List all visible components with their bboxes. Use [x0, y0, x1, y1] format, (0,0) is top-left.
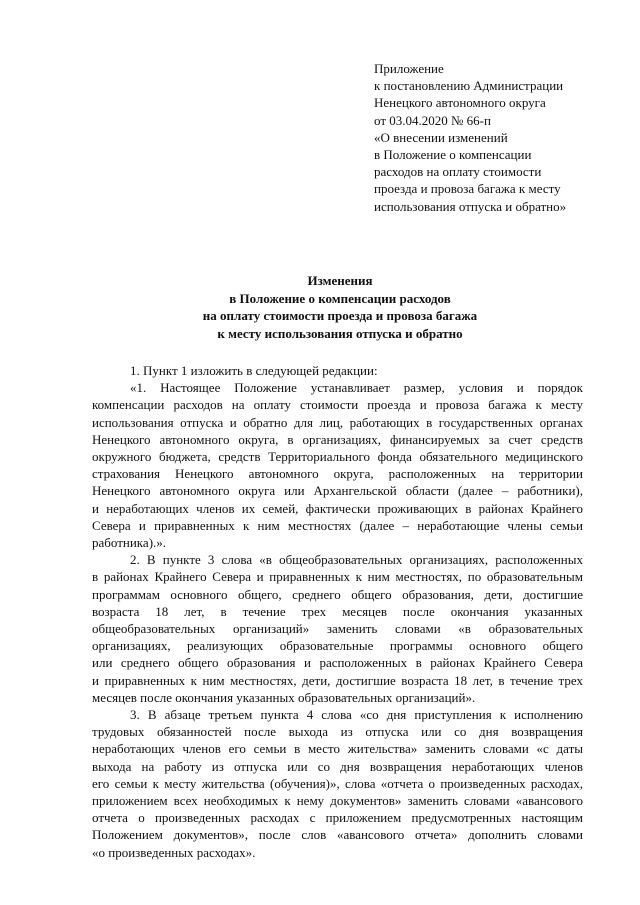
appendix-line: Приложение: [374, 61, 444, 76]
appendix-line: «О внесении изменений: [374, 129, 508, 145]
appendix-line: использования отпуска и обратно»: [374, 198, 567, 214]
body-line: месяцев после окончания указанных образовательных организаций».: [92, 689, 476, 705]
title-line: Изменения: [307, 273, 373, 288]
title-line: на оплату стоимости проезда и провоза багажа: [202, 308, 478, 323]
appendix-line: проезда и провоза багажа к месту: [374, 181, 561, 197]
body-line: и приравненных к ним местностях, дети, достигшие возраста 18 лет, в течение трех: [92, 672, 583, 688]
appendix-line: в Положение о компенсации: [374, 147, 532, 163]
appendix-header: [374, 60, 624, 215]
body-line: Ненецкого автономного округа или Архангельской области (далее – работники),: [92, 483, 583, 499]
body-line: и неработающих членов их семей, фактически проживающих в районах Крайнего: [92, 500, 583, 516]
body-line: окружного бюджета, средств Территориального фонда обязательного медицинского: [92, 449, 583, 465]
body-line: в районах Крайнего Севера и приравненных к ним местностях, по образовательным: [92, 569, 583, 585]
body-line: Положением документов», после слов «авансового отчета» дополнить словами: [92, 827, 583, 843]
appendix-line: к постановлению Администрации: [374, 78, 564, 94]
body-line: «о произведенных расходах».: [92, 844, 256, 860]
title-line: в Положение о компенсации расходов: [229, 290, 451, 306]
body-line: неработающих членов его семьи в место жительства» заменить словами «с даты: [92, 741, 583, 757]
body-line: его семьи к месту жительства (обучения)», слова «отчета о произведенных расходах,: [92, 775, 583, 791]
body-line: Севера и приравненных к ним местностях (далее – неработающие члены семьи: [92, 517, 583, 533]
document-body: [92, 362, 583, 861]
appendix-line: от 03.04.2020 № 66-п: [374, 112, 491, 128]
body-line: страхования Ненецкого автономного округа, расположенных на территории: [92, 466, 583, 482]
body-line: общеобразовательных организаций» заменить словами «в образовательных: [92, 621, 583, 637]
body-line: Ненецкого автономного округа, в организациях, финансируемых за счет средств: [92, 431, 583, 447]
body-line: организациях, реализующих образовательные программы основного общего: [92, 638, 583, 654]
body-line: 1. Пункт 1 изложить в следующей редакции:: [130, 363, 378, 378]
body-line: приложением всех необходимых к нему документов» заменить словами «авансового: [92, 793, 583, 809]
body-line: «1. Настоящее Положение устанавливает размер, условия и порядок: [130, 380, 583, 396]
body-line: отчета о произведенных расходах с приложением предусмотренных настоящим: [92, 810, 583, 826]
title-line: к месту использования отпуска и обратно: [217, 325, 463, 341]
body-line: 2. В пункте 3 слова «в общеобразовательных организациях, расположенных: [130, 552, 583, 568]
body-line: использования отпуска и обратно для лиц, работающих в государственных органах: [92, 414, 583, 430]
document-title: [80, 272, 600, 342]
appendix-line: расходов на оплату стоимости: [374, 164, 542, 180]
body-line: трудовых обязанностей после выхода из отпуска или со дня возвращения: [92, 724, 583, 740]
body-line: выхода на работу из отпуска или со дня возвращения неработающих членов: [92, 758, 583, 774]
body-line: работника).».: [92, 535, 167, 551]
appendix-line: Ненецкого автономного округа: [374, 95, 546, 111]
body-line: или среднего общего образования и расположенных в районах Крайнего Севера: [92, 655, 583, 671]
body-line: возраста 18 лет, в течение трех месяцев после окончания указанных: [92, 603, 583, 619]
body-line: программам основного общего, среднего общего образования, дети, достигшие: [92, 586, 583, 602]
body-line: компенсации расходов на оплату стоимости проезда и провоза багажа к месту: [92, 397, 583, 413]
body-line: 3. В абзаце третьем пункта 4 слова «со дня приступления к исполнению: [130, 707, 583, 723]
